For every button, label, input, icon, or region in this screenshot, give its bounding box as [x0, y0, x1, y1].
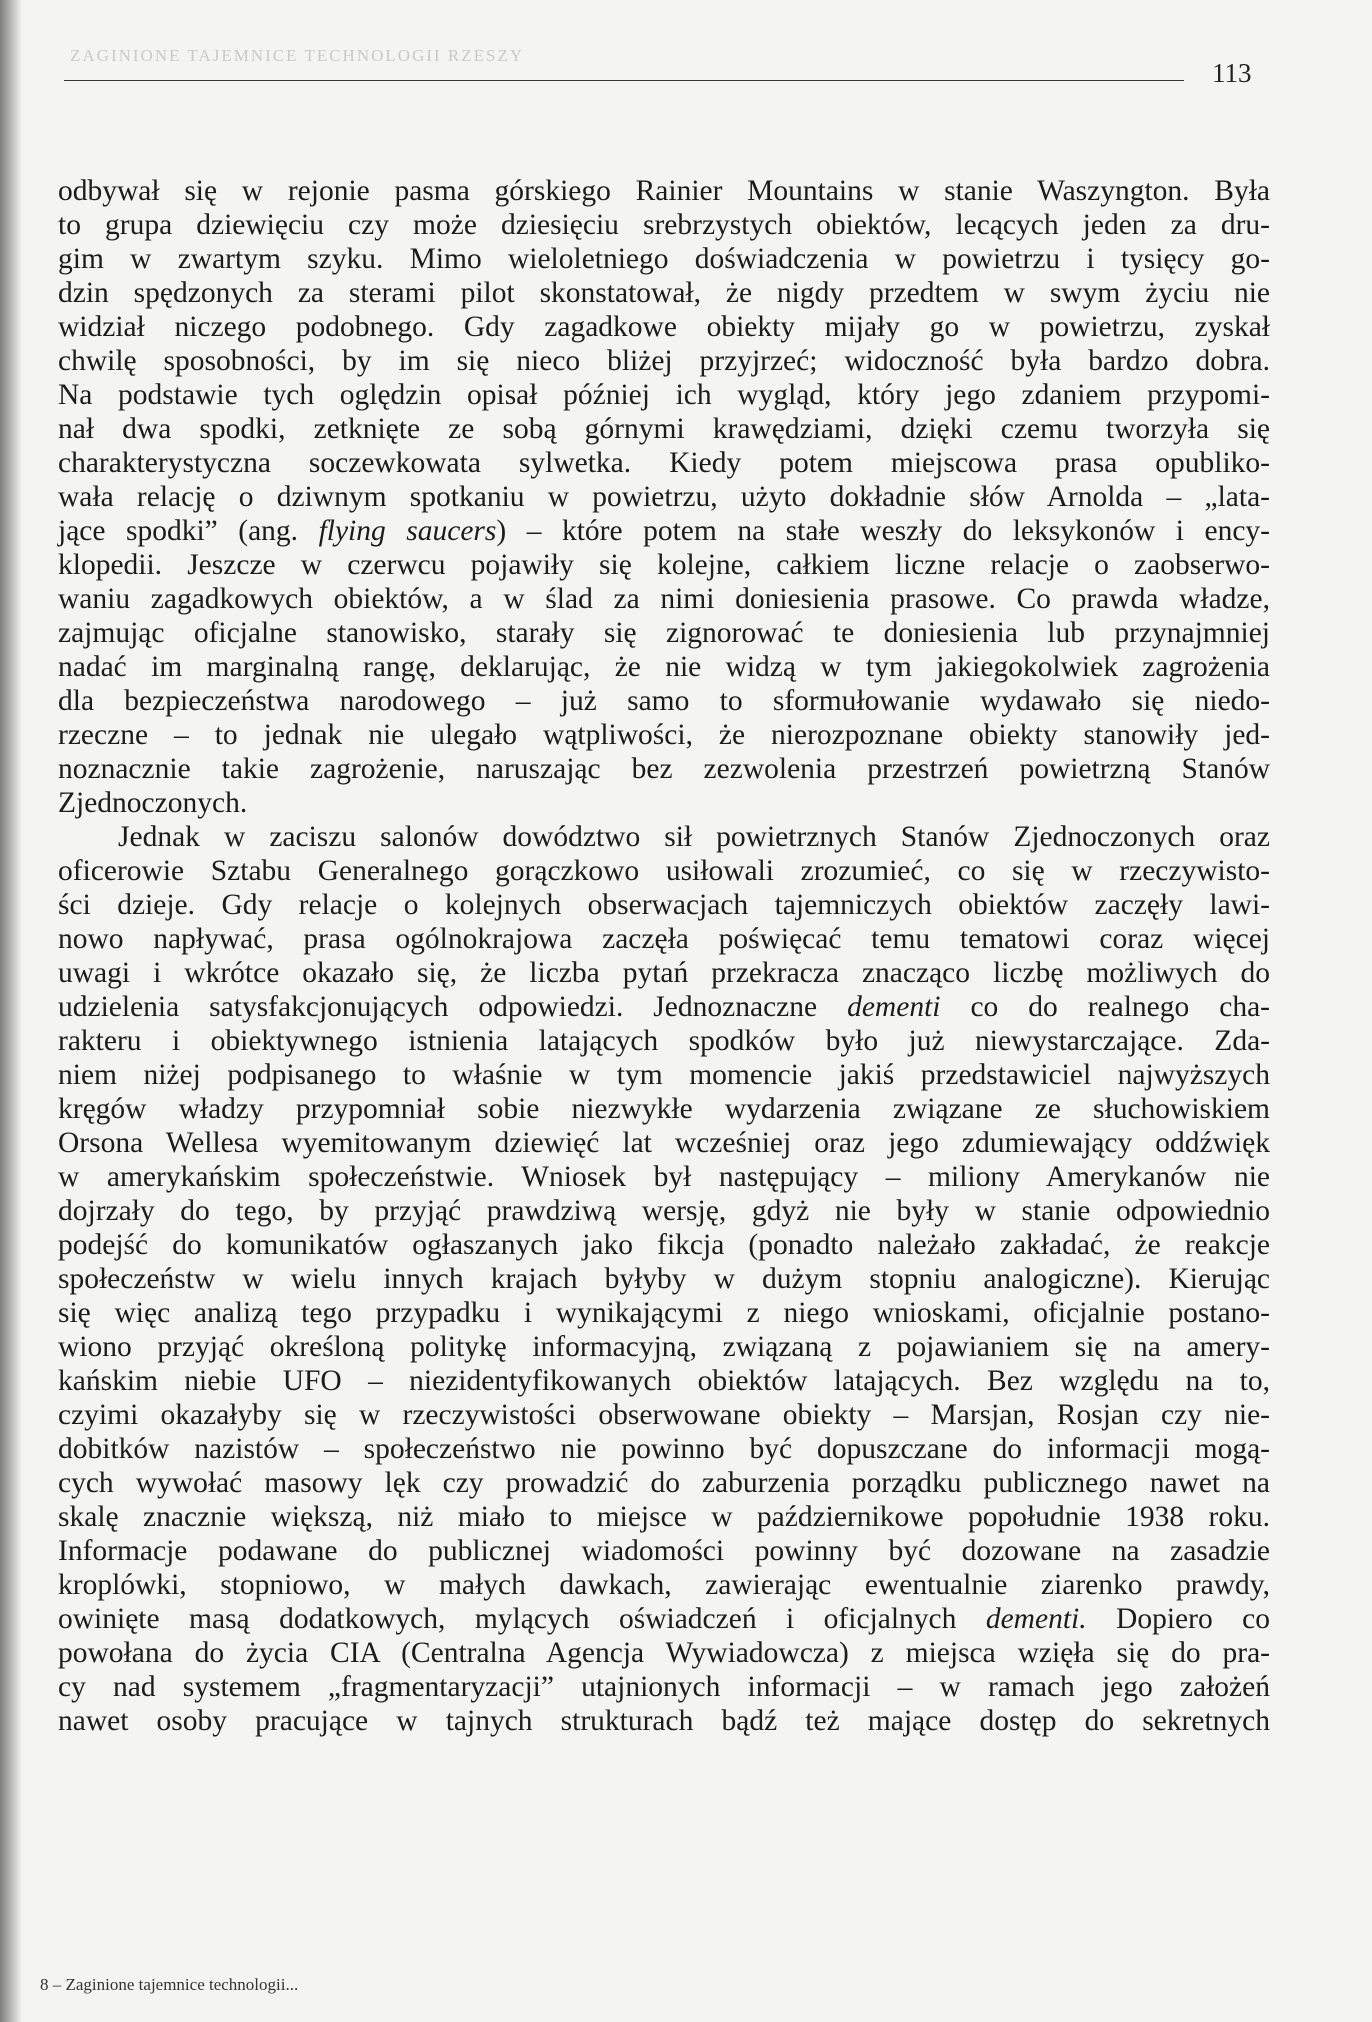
text-segment: rzeczne – to jednak nie ulegało wątpliwości, że nierozpoznane obiekty stanowiły jed- — [58, 719, 1270, 751]
text-segment: cy nad systemem „fragmentaryzacji” utajnionych informacji – w ramach jego założeń — [58, 1671, 1270, 1703]
text-line — [58, 548, 1270, 582]
text-line — [58, 1092, 1270, 1126]
text-segment: odbywał się w rejonie pasma górskiego Rainier Mountains w stanie Waszyngton. Była — [58, 175, 1270, 207]
text-segment: kańskim niebie UFO – niezidentyfikowanych obiektów latających. Bez względu na to, — [58, 1365, 1270, 1397]
text-segment: waniu zagadkowych obiektów, a w ślad za nimi doniesienia prasowe. Co prawda władze, — [58, 583, 1270, 615]
text-segment: nadać im marginalną rangę, deklarując, że nie widzą w tym jakiegokolwiek zagrożenia — [58, 651, 1270, 683]
text-line — [58, 684, 1270, 718]
text-line — [58, 1228, 1270, 1262]
text-line — [58, 1602, 1270, 1636]
text-line — [58, 208, 1270, 242]
text-line — [58, 1398, 1270, 1432]
text-segment: czyimi okazałyby się w rzeczywistości obserwowane obiekty – Marsjan, Rosjan czy nie- — [58, 1399, 1270, 1431]
text-segment: uwagi i wkrótce okazało się, że liczba pytań przekracza znacząco liczbę możliwych do — [58, 957, 1270, 989]
text-line — [58, 1704, 1270, 1738]
text-line — [58, 1500, 1270, 1534]
text-segment: dzin spędzonych za sterami pilot skonstatował, że nigdy przedtem w swym życiu nie — [58, 277, 1270, 309]
running-head: ZAGINIONE TAJEMNICE TECHNOLOGII RZESZY — [70, 46, 525, 65]
text-line — [58, 922, 1270, 956]
text-line — [58, 1568, 1270, 1602]
text-line — [58, 1126, 1270, 1160]
text-line — [58, 1262, 1270, 1296]
text-segment: ) – które potem na stałe weszły do leksykonów i ency- — [496, 515, 1270, 547]
text-line — [58, 820, 1270, 854]
text-segment: dla bezpieczeństwa narodowego – już samo to sformułowanie wydawało się niedo- — [58, 685, 1270, 717]
text-line — [58, 1432, 1270, 1466]
text-line — [58, 786, 1270, 820]
text-line — [58, 1024, 1270, 1058]
text-line — [58, 990, 1270, 1024]
text-segment: cych wywołać masowy lęk czy prowadzić do zaburzenia porządku publicznego nawet na — [58, 1467, 1270, 1499]
text-line — [58, 1296, 1270, 1330]
text-segment: się więc analizą tego przypadku i wynikającymi z niego wnioskami, oficjalnie postano- — [58, 1297, 1270, 1329]
text-line — [58, 276, 1270, 310]
text-segment: niem niżej podpisanego to właśnie w tym momencie jakiś przedstawiciel najwyższych — [58, 1059, 1270, 1091]
text-line — [58, 1466, 1270, 1500]
text-segment: oficerowie Sztabu Generalnego gorączkowo usiłowali zrozumieć, co się w rzeczywisto- — [58, 855, 1270, 887]
text-line — [58, 718, 1270, 752]
text-line — [58, 378, 1270, 412]
text-line — [58, 242, 1270, 276]
text-line — [58, 1330, 1270, 1364]
text-line — [58, 1636, 1270, 1670]
text-line — [58, 956, 1270, 990]
text-segment: nał dwa spodki, zetknięte ze sobą górnymi krawędziami, dzięki czemu tworzyła się — [58, 413, 1270, 445]
text-segment: Orsona Wellesa wyemitowanym dziewięć lat wcześniej oraz jego zdumiewający oddźwięk — [58, 1127, 1270, 1159]
text-segment: Zjednoczonych. — [58, 787, 248, 819]
text-line — [58, 514, 1270, 548]
text-segment: w amerykańskim społeczeństwie. Wniosek był następujący – miliony Amerykanów nie — [58, 1161, 1270, 1193]
italic-term: dementi. — [985, 1603, 1087, 1635]
text-segment: wiono przyjąć określoną politykę informacyjną, związaną z pojawianiem się na amery- — [58, 1331, 1270, 1363]
text-segment: kręgów władzy przypomniał sobie niezwykłe wydarzenia związane ze słuchowiskiem — [58, 1093, 1270, 1125]
text-segment: wała relację o dziwnym spotkaniu w powietrzu, użyto dokładnie słów Arnolda – „lata- — [58, 481, 1270, 513]
text-segment: nowo napływać, prasa ogólnokrajowa zaczęła poświęcać temu tematowi coraz więcej — [58, 923, 1270, 955]
text-segment: dobitków nazistów – społeczeństwo nie powinno być dopuszczane do informacji mogą- — [58, 1433, 1270, 1465]
text-line — [58, 412, 1270, 446]
text-line — [58, 752, 1270, 786]
text-line — [58, 1364, 1270, 1398]
text-line — [58, 1160, 1270, 1194]
text-segment: jące spodki” (ang. — [58, 515, 319, 547]
text-segment: zajmując oficjalne stanowisko, starały się zignorować te doniesienia lub przynajmniej — [58, 617, 1270, 649]
text-segment: Informacje podawane do publicznej wiadomości powinny być dozowane na zasadzie — [58, 1535, 1270, 1567]
text-line — [58, 616, 1270, 650]
text-segment: kroplówki, stopniowo, w małych dawkach, zawierając ewentualnie ziarenko prawdy, — [58, 1569, 1270, 1601]
text-line — [58, 446, 1270, 480]
text-line — [58, 1194, 1270, 1228]
body-text — [58, 174, 1270, 1738]
text-line — [58, 480, 1270, 514]
text-segment: rakteru i obiektywnego istnienia latających spodków było już niewystarczające. Zda- — [58, 1025, 1270, 1057]
text-line — [58, 1534, 1270, 1568]
text-segment: co do realnego cha- — [940, 991, 1270, 1023]
text-segment: to grupa dziewięciu czy może dziesięciu srebrzystych obiektów, lecących jeden za dru- — [58, 209, 1270, 241]
footer-signature: 8 – Zaginione tajemnice technologii... — [40, 1975, 299, 1994]
text-segment: Jednak w zaciszu salonów dowództwo sił powietrznych Stanów Zjednoczonych oraz — [118, 821, 1270, 853]
text-segment: charakterystyczna soczewkowata sylwetka. Kiedy potem miejscowa prasa opubliko- — [58, 447, 1270, 479]
text-segment: chwilę sposobności, by im się nieco bliżej przyjrzeć; widoczność była bardzo dobra. — [58, 345, 1270, 377]
text-segment: widział niczego podobnego. Gdy zagadkowe obiekty mijały go w powietrzu, zyskał — [58, 311, 1270, 343]
text-line — [58, 344, 1270, 378]
text-line — [58, 854, 1270, 888]
text-line — [58, 582, 1270, 616]
text-segment: Dopiero co — [1086, 1603, 1271, 1635]
italic-term: dementi — [847, 991, 941, 1023]
text-line — [58, 650, 1270, 684]
text-segment: społeczeństw w wielu innych krajach byłyby w dużym stopniu analogiczne). Kierując — [58, 1263, 1270, 1295]
text-segment: klopedii. Jeszcze w czerwcu pojawiły się kolejne, całkiem liczne relacje o zaobserwo- — [58, 549, 1270, 581]
text-segment: udzielenia satysfakcjonujących odpowiedzi. Jednoznaczne — [58, 991, 848, 1023]
text-segment: owinięte masą dodatkowych, mylących oświadczeń i oficjalnych — [58, 1603, 986, 1635]
text-segment: podejść do komunikatów ogłaszanych jako fikcja (ponadto należało zakładać, że reakcje — [58, 1229, 1270, 1261]
text-segment: noznacznie takie zagrożenie, naruszając bez zezwolenia przestrzeń powietrzną Stanów — [58, 753, 1270, 785]
header-rule — [64, 80, 1184, 81]
text-line — [58, 888, 1270, 922]
text-line — [58, 1670, 1270, 1704]
text-segment: ści dzieje. Gdy relacje o kolejnych obserwacjach tajemniczych obiektów zaczęły lawi- — [58, 889, 1270, 921]
text-line — [58, 1058, 1270, 1092]
italic-term: flying saucers — [318, 515, 497, 547]
text-segment: gim w zwartym szyku. Mimo wieloletniego doświadczenia w powietrzu i tysięcy go- — [58, 243, 1270, 275]
text-segment: Na podstawie tych oględzin opisał później ich wygląd, który jego zdaniem przypomi- — [58, 379, 1270, 411]
text-line — [58, 174, 1270, 208]
text-segment: dojrzały do tego, by przyjąć prawdziwą wersję, gdyż nie były w stanie odpowiednio — [58, 1195, 1270, 1227]
text-segment: powołana do życia CIA (Centralna Agencja Wywiadowcza) z miejsca wzięła się do pra- — [58, 1637, 1270, 1669]
text-line — [58, 310, 1270, 344]
text-segment: nawet osoby pracujące w tajnych strukturach bądź też mające dostęp do sekretnych — [58, 1705, 1270, 1737]
page-number: 113 — [1212, 58, 1252, 88]
text-segment: skalę znacznie większą, niż miało to miejsce w październikowe popołudnie 1938 roku. — [58, 1501, 1270, 1533]
